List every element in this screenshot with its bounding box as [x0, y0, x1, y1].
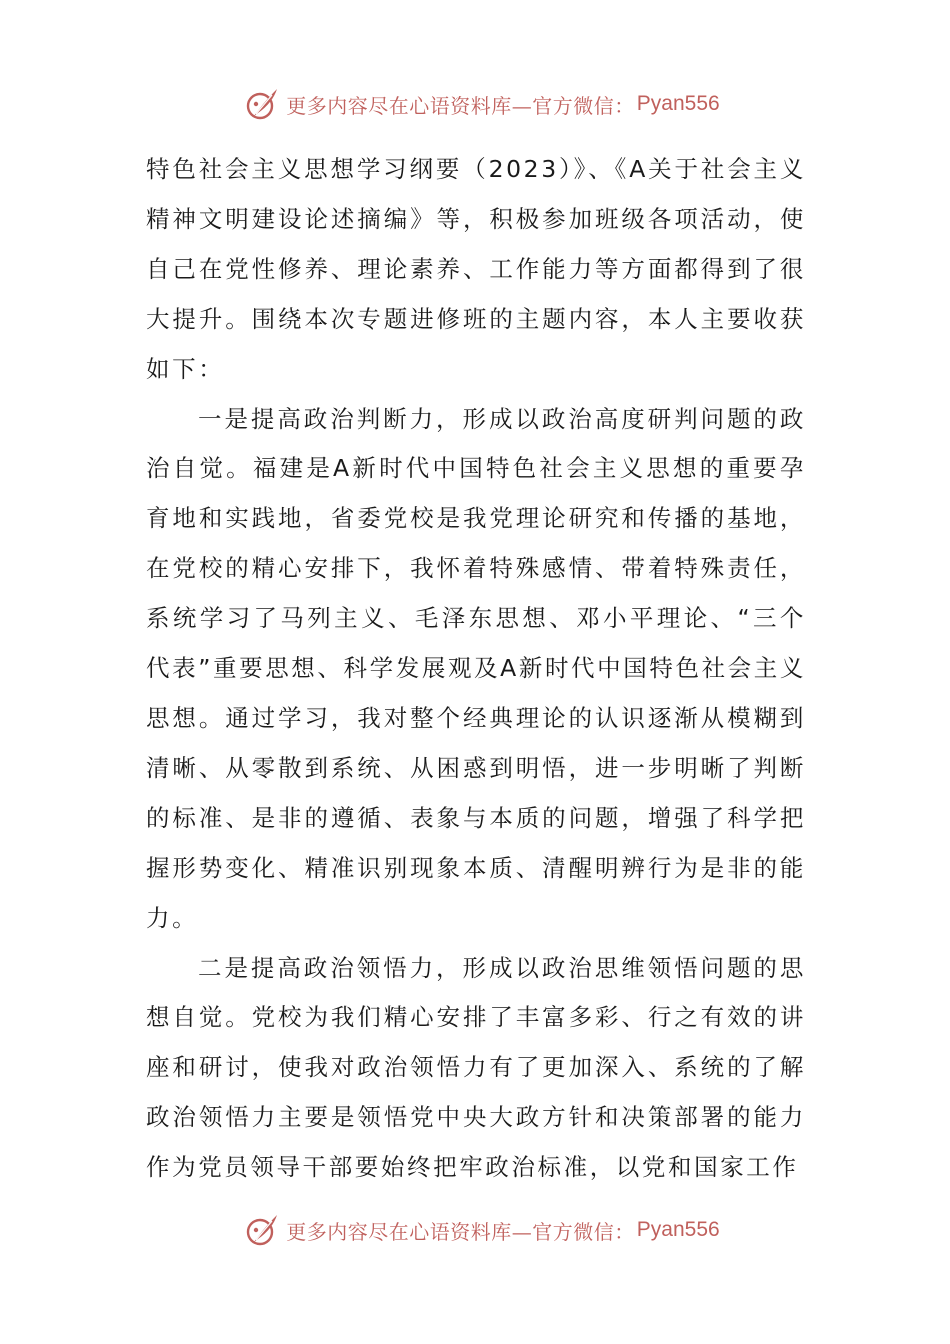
- footer-banner-content: [244, 1212, 719, 1248]
- quill-pen-circle-icon: [244, 1212, 280, 1248]
- document-body: [146, 145, 806, 1193]
- footer-banner: [0, 1206, 950, 1254]
- paragraph-3: 二是提高政治领悟力，形成以政治思维领悟问题的思想自觉。党校为我们精心安排了丰富多彩、行之有效的讲座和研讨，使我对政治领悟力有了更加深入、系统的了解政治领悟力主要是领悟党中央大政方针和决策部署的能力作为党员领导干部要始终把牢政治标准，以党和国家工作: [146, 953, 806, 1182]
- paragraph-1: 特色社会主义思想学习纲要（2023）》、《A关于社会主义精神文明建设论述摘编》等，积极参加班级各项活动，使自己在党性修养、理论素养、工作能力等方面都得到了很大提升。围绕本次专题进修班的主题内容，本人主要收获如下：: [146, 155, 806, 383]
- paragraph-2: 一是提高政治判断力，形成以政治高度研判问题的政治自觉。福建是A新时代中国特色社会主义思想的重要孕育地和实践地，省委党校是我党理论研究和传播的基地，在党校的精心安排下，我怀着特殊感情、带着特殊责任，系统学习了马列主义、毛泽东思想、邓小平理论、“三个代表”重要思想、科学发展观及A新时代中国特色社会主义思想。通过学习，我对整个经典理论的认识逐渐从模糊到清晰、从零散到系统、从困惑到明悟，进一步明晰了判断的标准、是非的遵循、表象与本质的问题，增强了科学把握形势变化、精准识别现象本质、清醒明辨行为是非的能力。: [146, 404, 806, 932]
- footer-wechat-id: Pyan556: [636, 1218, 720, 1241]
- header-banner-text: 更多内容尽在心语资料库—官方微信：: [286, 93, 635, 118]
- quill-pen-circle-icon: [244, 86, 280, 122]
- header-banner: [0, 80, 950, 128]
- header-banner-content: [244, 86, 719, 122]
- header-wechat-id: Pyan556: [636, 92, 720, 115]
- footer-banner-text: 更多内容尽在心语资料库—官方微信：: [286, 1219, 635, 1244]
